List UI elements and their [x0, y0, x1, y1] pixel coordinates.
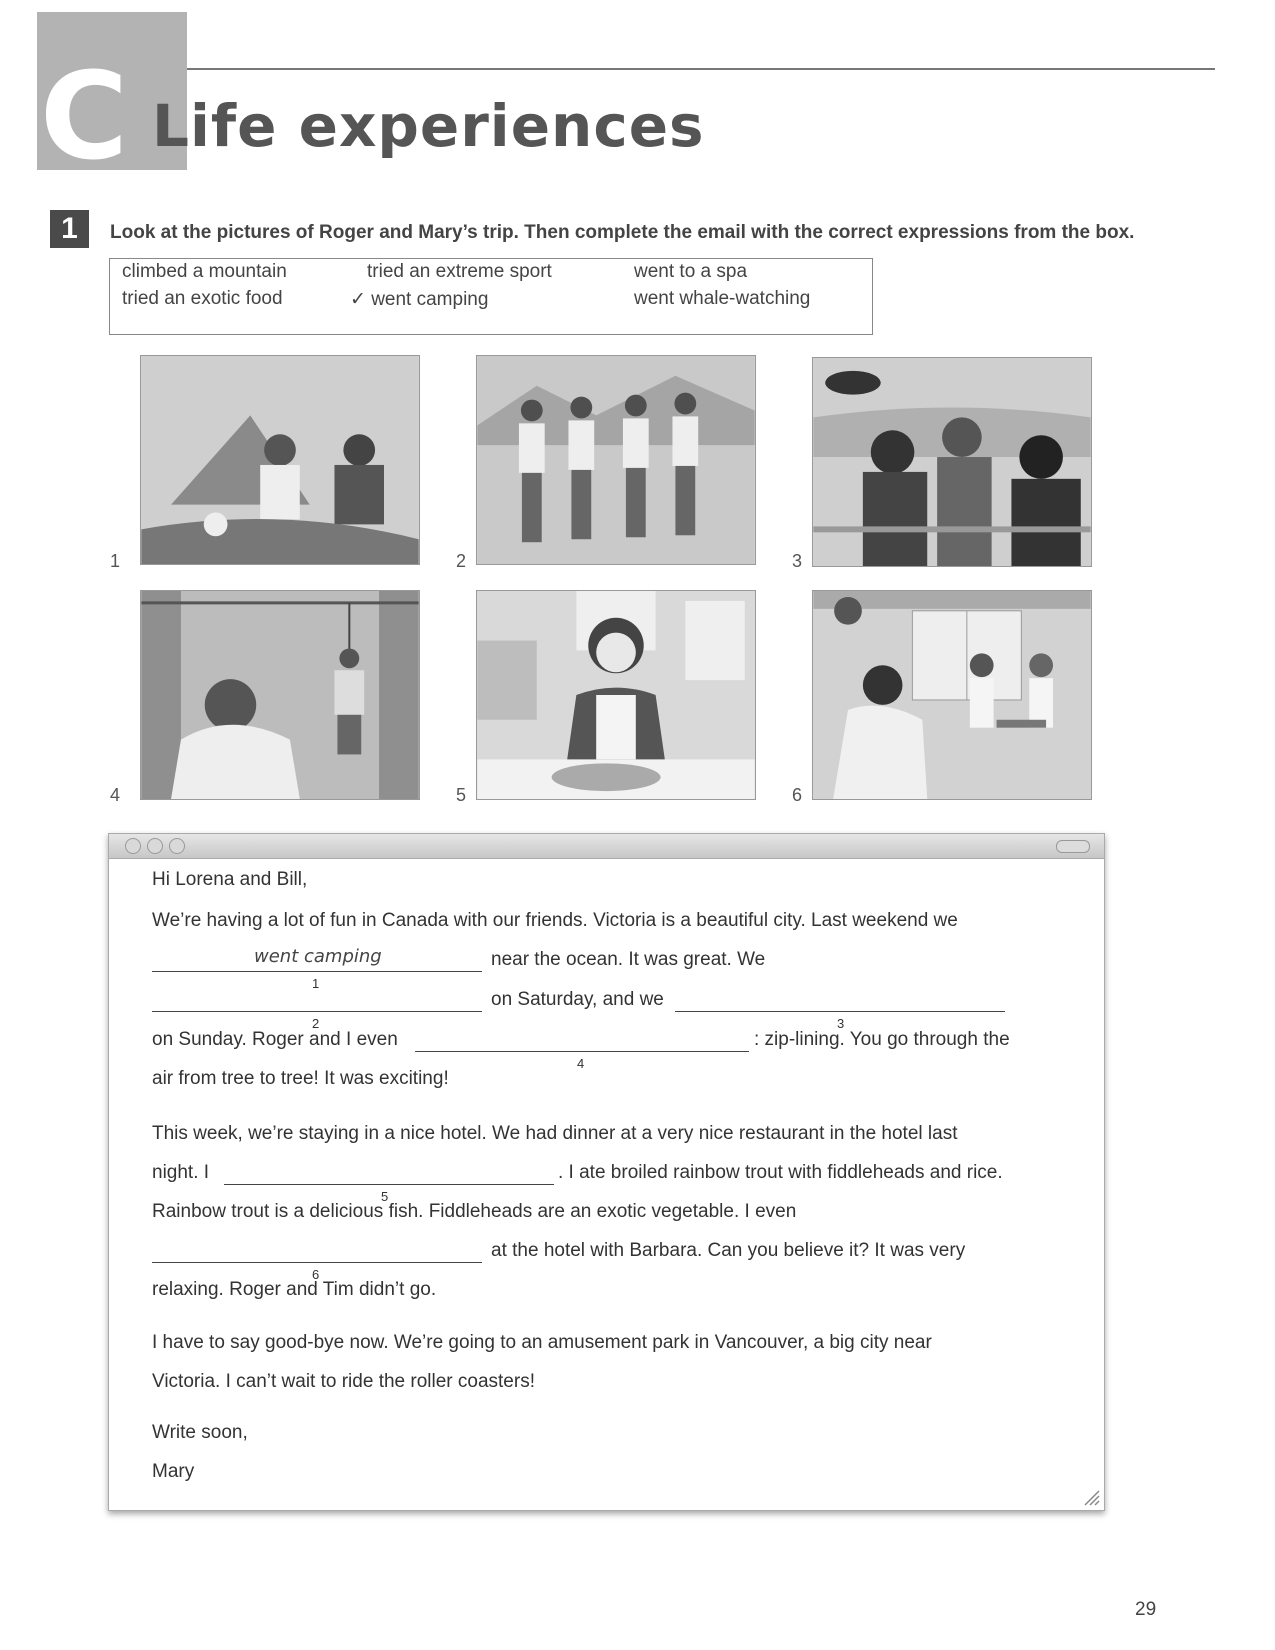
email-closing: Write soon,	[152, 1422, 248, 1443]
camping-picture	[140, 355, 420, 565]
email-window	[108, 833, 1105, 1511]
whale-watching-picture	[812, 357, 1092, 567]
email-text: We’re having a lot of fun in Canada with our friends. Victoria is a beautiful city. Last weekend we	[152, 910, 958, 931]
picture-number: 3	[792, 551, 803, 571]
word-box-item: went to a spa	[634, 261, 748, 282]
resize-grip-icon[interactable]	[1082, 1488, 1100, 1506]
word-box-item-checked: ✓ went camping	[350, 289, 489, 310]
blank-number: 2	[312, 1016, 320, 1031]
answer-blank-4[interactable]	[415, 1051, 749, 1052]
page-title: Life experiences	[152, 92, 705, 160]
email-text: Victoria. I can’t wait to ride the roller coasters!	[152, 1371, 535, 1392]
email-text: on Saturday, and we	[491, 989, 664, 1010]
answer-blank-6[interactable]	[152, 1262, 482, 1263]
word-box-item: tried an exotic food	[122, 288, 283, 309]
blank-number: 6	[312, 1267, 320, 1282]
blank-number: 3	[837, 1016, 845, 1031]
word-box-item: went whale-watching	[634, 288, 811, 309]
email-text: at the hotel with Barbara. Can you believe it? It was very	[491, 1240, 966, 1261]
answer-blank-1[interactable]	[152, 971, 482, 972]
email-text: : zip-lining. You go through the	[754, 1029, 1010, 1050]
blank-number: 1	[312, 976, 320, 991]
picture-number: 1	[110, 551, 121, 571]
picture-number: 4	[110, 785, 121, 805]
email-greeting: Hi Lorena and Bill,	[152, 869, 308, 890]
section-letter: C	[40, 48, 129, 187]
email-text: night. I	[152, 1162, 210, 1183]
window-maximize-icon[interactable]	[169, 838, 185, 854]
spa-picture	[812, 590, 1092, 800]
page-number: 29	[1135, 1599, 1157, 1620]
zip-lining-picture	[140, 590, 420, 800]
restaurant-picture	[476, 590, 756, 800]
exercise-number: 1	[50, 210, 89, 248]
window-close-icon[interactable]	[125, 838, 141, 854]
word-box-item: climbed a mountain	[122, 261, 287, 282]
blank-number: 5	[381, 1189, 389, 1204]
picture-number: 2	[456, 551, 467, 571]
answer-blank-5[interactable]	[224, 1184, 554, 1185]
email-text: relaxing. Roger and Tim didn’t go.	[152, 1279, 437, 1300]
word-box	[109, 258, 873, 335]
window-minimize-icon[interactable]	[147, 838, 163, 854]
email-text: Rainbow trout is a delicious fish. Fiddleheads are an exotic vegetable. I even	[152, 1201, 797, 1222]
email-text: air from tree to tree! It was exciting!	[152, 1068, 449, 1089]
email-title-bar	[109, 834, 1104, 859]
email-text: . I ate broiled rainbow trout with fiddleheads and rice.	[558, 1162, 1003, 1183]
email-text: on Sunday. Roger and I even	[152, 1029, 398, 1050]
exercise-instructions: Look at the pictures of Roger and Mary’s trip. Then complete the email with the correct expressions from the box.	[110, 222, 1135, 243]
window-toolbar-toggle-icon[interactable]	[1056, 840, 1090, 853]
header-rule	[187, 68, 1215, 70]
answer-blank-3[interactable]	[675, 1011, 1005, 1012]
email-text: near the ocean. It was great. We	[491, 949, 766, 970]
hiking-picture	[476, 355, 756, 565]
blank-number: 4	[577, 1056, 585, 1071]
answer-1-text: went camping	[254, 946, 382, 967]
email-text: This week, we’re staying in a nice hotel. We had dinner at a very nice restaurant in the hotel last	[152, 1123, 958, 1144]
email-text: I have to say good-bye now. We’re going to an amusement park in Vancouver, a big city near	[152, 1332, 932, 1353]
email-signature: Mary	[152, 1461, 195, 1482]
word-box-item: tried an extreme sport	[367, 261, 552, 282]
answer-blank-2[interactable]	[152, 1011, 482, 1012]
picture-number: 5	[456, 785, 467, 805]
picture-number: 6	[792, 785, 803, 805]
